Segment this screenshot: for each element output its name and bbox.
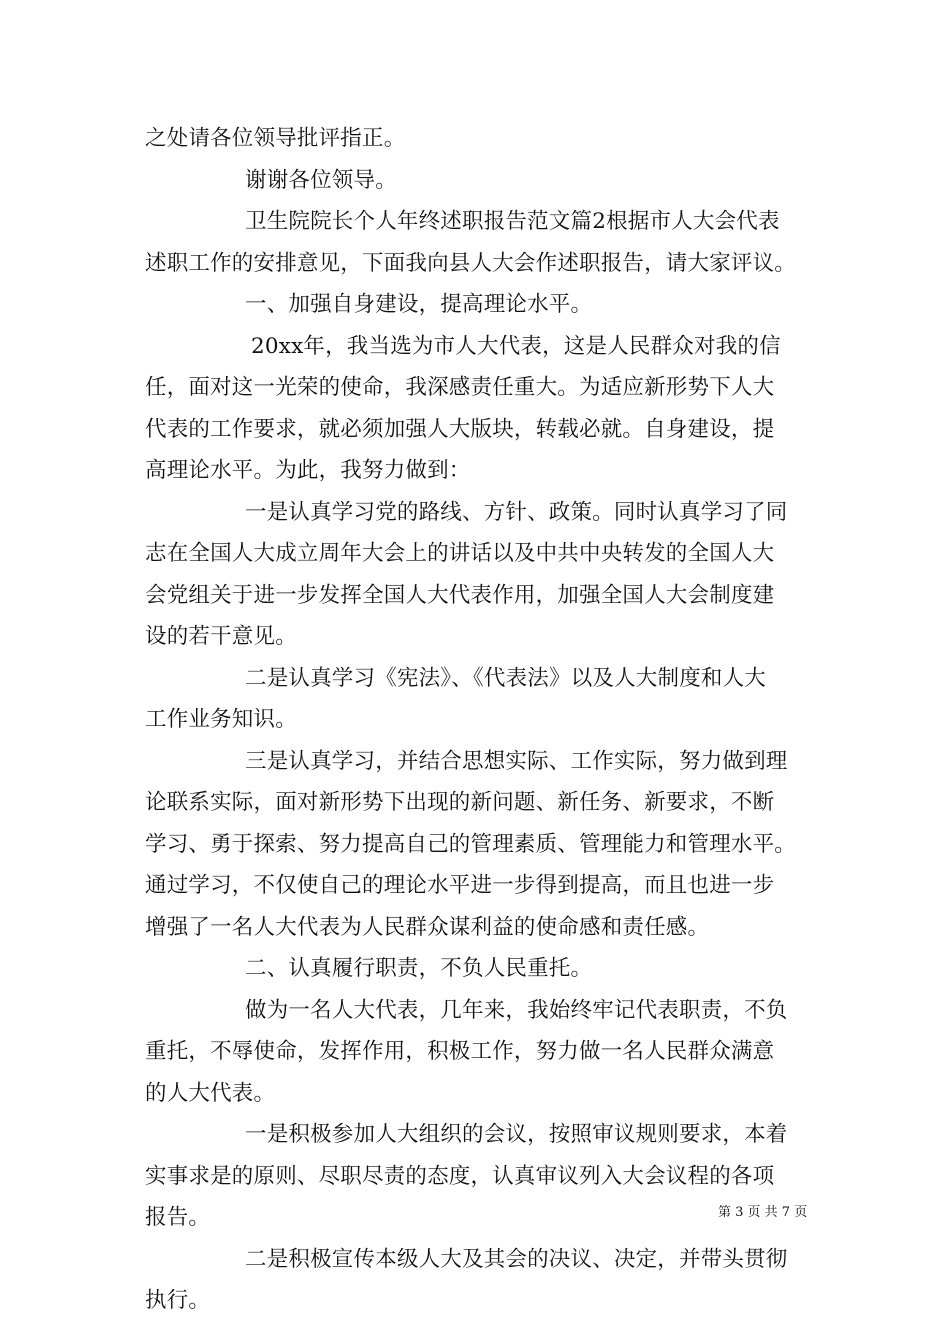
text-line: 设的若干意见。: [145, 624, 297, 649]
text-line: 二是认真学习《宪法》、《代表法》以及人大制度和人大: [245, 665, 767, 691]
text-line: 的人大代表。: [145, 1080, 276, 1106]
text-line: 代表的工作要求，就必须加强人大版块，转载必就。自身建设，提: [145, 416, 775, 442]
text-line: 论联系实际，面对新形势下出现的新问题、新任务、新要求，不断: [145, 790, 775, 815]
text-line: 高理论水平。为此，我努力做到：: [145, 458, 471, 483]
text-line: 一是积极参加人大组织的会议，按照审议规则要求，本着: [245, 1122, 788, 1147]
page-number: 第 3 页 共 7 页: [718, 1205, 808, 1220]
text-line: 之处请各位领导批评指正。: [145, 126, 406, 151]
text-line: 一是认真学习党的路线、方针、政策。同时认真学习了同: [245, 499, 788, 525]
text-line: 会党组关于进一步发挥全国人大代表作用，加强全国人大会制度建: [145, 582, 775, 608]
text-line: 述职工作的安排意见，下面我向县人大会作述职报告，请大家评议。: [145, 250, 797, 276]
text-line: 任，面对这一光荣的使命，我深感责任重大。为适应新形势下人大: [145, 375, 775, 400]
text-line: 卫生院院长个人年终述职报告范文篇2根据市人大会代表: [245, 209, 780, 234]
text-line: 报告。: [145, 1205, 211, 1230]
text-line: 学习、勇于探索、努力提高自己的管理素质、管理能力和管理水平。: [145, 831, 797, 857]
text-line: 执行。: [145, 1288, 211, 1313]
text-line: 20xx年，我当选为市人大代表，这是人民群众对我的信: [251, 333, 781, 359]
text-line: 志在全国人大成立周年大会上的讲话以及中共中央转发的全国人大: [145, 541, 775, 566]
text-line: 工作业务知识。: [145, 707, 297, 732]
text-line: 二、认真履行职责，不负人民重托。: [245, 956, 593, 981]
text-line: 三是认真学习，并结合思想实际、工作实际，努力做到理: [245, 748, 788, 774]
text-line: 增强了一名人大代表为人民群众谋利益的使命感和责任感。: [145, 914, 710, 940]
text-line: 谢谢各位领导。: [245, 167, 397, 193]
document-body: [145, 118, 810, 1322]
text-line: 实事求是的原则、尽职尽责的态度，认真审议列入大会议程的各项: [145, 1163, 775, 1189]
text-line: 二是积极宣传本级人大及其会的决议、决定，并带头贯彻: [245, 1246, 788, 1272]
text-line: 一、加强自身建设，提高理论水平。: [245, 292, 593, 317]
text-line: 做为一名人大代表，几年来，我始终牢记代表职责，不负: [245, 997, 788, 1023]
text-line: 通过学习，不仅使自己的理论水平进一步得到提高，而且也进一步: [145, 873, 775, 898]
text-line: 重托，不辱使命，发挥作用，积极工作，努力做一名人民群众满意: [145, 1039, 775, 1064]
